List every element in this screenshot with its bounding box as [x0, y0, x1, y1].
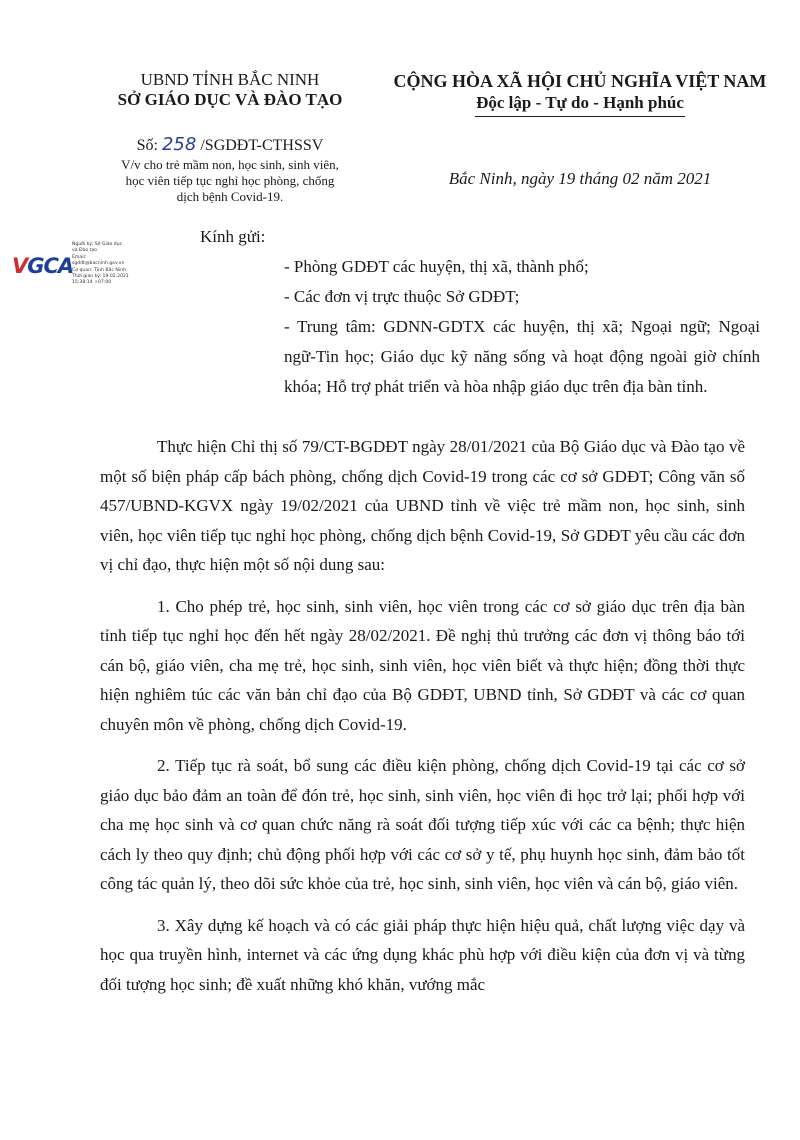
motto: Độc lập - Tự do - Hạnh phúc: [476, 93, 684, 112]
signature-detail-line: và Đào tạo: [72, 248, 98, 254]
recipient-item: - Phòng GDĐT các huyện, thị xã, thành phố;: [284, 257, 589, 276]
signature-detail-line: Email:: [72, 254, 87, 260]
recipient-item: - Trung tâm: GDNN-GDTX các huyện, thị xã; Ngoại ngữ; Ngoại ngữ-Tin học; Giáo dục kỹ năng sống và hoạt động ngoài giờ chính khóa; Hỗ trợ phát triển và hòa nhập giáo dục trên địa bàn tỉnh.: [284, 317, 760, 396]
issuing-agency-header: [80, 70, 380, 205]
nation-title: CỘNG HÒA XÃ HỘI CHỦ NGHĨA VIỆT NAM: [393, 71, 767, 91]
greeting: Kính gửi:: [200, 227, 266, 246]
body-paragraph: Thực hiện Chỉ thị số 79/CT-BGDĐT ngày 28/01/2021 của Bộ Giáo dục và Đào tạo về một số biện pháp cấp bách phòng, chống dịch Covid-19 trong các cơ sở GDĐT; Công văn số 457/UBND-KGVX ngày 19/02/2021 của UBND tỉnh về việc trẻ mầm non, học sinh, sinh viên, học viên tiếp tục nghỉ học phòng, chống dịch bệnh Covid-19, Sở GDĐT yêu cầu các đơn vị chỉ đạo, thực hiện một số nội dung sau:: [100, 437, 745, 574]
agency-name: UBND TỈNH BẮC NINH: [140, 70, 320, 89]
body-paragraph: 3. Xây dựng kế hoạch và có các giải pháp thực hiện hiệu quả, chất lượng việc dạy và học qua truyền hình, internet và các ứng dụng khác phù hợp với điều kiện của đơn vị và từng đối tượng học sinh; đề xuất những khó khăn, vướng mắc: [100, 915, 745, 994]
signature-detail-line: Thời gian ký: 19.02.2021: [72, 274, 129, 280]
recipient-list: [200, 252, 760, 402]
document-date: Bắc Ninh, ngày 19 tháng 02 năm 2021: [448, 169, 712, 188]
document-number: Số: 258 /SGDĐT-CTHSSV: [136, 134, 324, 155]
recipient-item: - Các đơn vị trực thuộc Sở GDĐT;: [284, 287, 520, 306]
department-name: SỞ GIÁO DỤC VÀ ĐÀO TẠO: [117, 90, 343, 109]
body-paragraph: 1. Cho phép trẻ, học sinh, sinh viên, học viên trong các cơ sở giáo dục trên địa bàn tỉnh tiếp tục nghỉ học đến hết ngày 28/02/2021. Đề nghị thủ trưởng các đơn vị thông báo tới cán bộ, giáo viên, cha mẹ trẻ, học sinh, sinh viên, học viên biết và thực hiện; đồng thời thực hiện nghiêm túc các văn bản chỉ đạo của Bộ GDĐT, UBND tỉnh, Sở GDĐT và các cơ quan chuyên môn về phòng, chống dịch Covid-19.: [100, 596, 745, 734]
signature-detail-line: Người ký: Sở Giáo dục: [72, 242, 123, 247]
motto-underline: [475, 116, 685, 117]
signature-detail-line: sgddt@bacninh.gov.vn: [72, 261, 125, 267]
body-paragraph: 2. Tiếp tục rà soát, bổ sung các điều kiện phòng, chống dịch Covid-19 tại các cơ sở giáo dục bảo đảm an toàn để đón trẻ, học sinh, sinh viên, học viên đi học trở lại; phối hợp với cha mẹ học sinh và cơ quan chức năng rà soát đối tượng tiếp xúc với các ca bệnh; thực hiện cách ly theo quy định; chủ động phối hợp với các cơ sở y tế, phụ huynh học sinh, đảm bảo tốt công tác quản lý, theo dõi sức khỏe của trẻ, học sinh, sinh viên, học viên và cán bộ, giáo viên.: [100, 756, 745, 893]
signature-detail-line: 15:38:14 +07:00: [72, 280, 112, 286]
signature-detail-line: Cơ quan: Tỉnh Bắc Ninh: [72, 267, 126, 273]
signature-details: [72, 242, 129, 287]
handwritten-number: 258: [161, 134, 197, 155]
digital-signature-stamp: [12, 240, 152, 292]
document-subject: V/v cho trẻ mầm non, học sinh, sinh viên, học viên tiếp tục nghỉ học phòng, chống dịch bệnh Covid-19.: [121, 157, 339, 204]
vgca-logo-icon: VGCA: [12, 254, 74, 278]
document-body: [100, 432, 745, 1011]
national-header: [380, 70, 780, 189]
recipients-block: [200, 222, 760, 402]
